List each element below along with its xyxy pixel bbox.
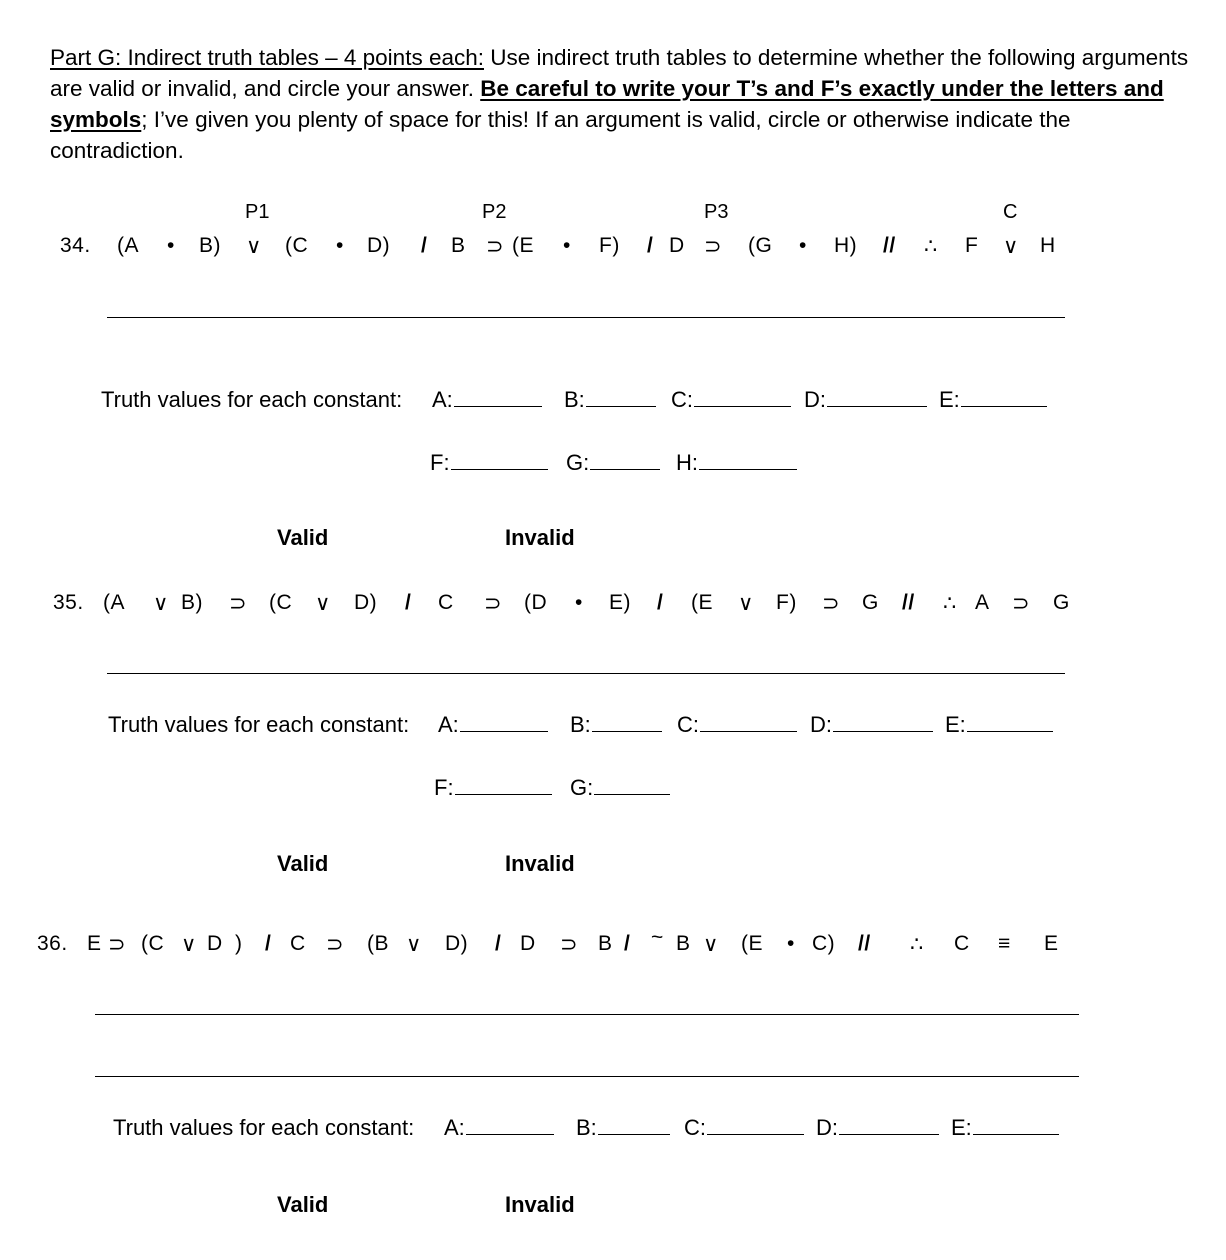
constant-label: F: bbox=[430, 450, 450, 475]
blank-g[interactable] bbox=[594, 776, 670, 795]
constant-label: D: bbox=[816, 1115, 838, 1140]
constant-label: B: bbox=[564, 387, 585, 412]
constant-label: B: bbox=[570, 712, 591, 737]
invalid-option[interactable]: Invalid bbox=[505, 525, 575, 550]
label-p3: P3 bbox=[704, 201, 729, 223]
formula-token: (A bbox=[103, 591, 125, 614]
formula-token: H) bbox=[834, 234, 858, 257]
constant-label: H: bbox=[676, 450, 698, 475]
constant-label: A: bbox=[438, 712, 459, 737]
formula-token: B) bbox=[199, 234, 221, 257]
formula-token: E) bbox=[609, 591, 631, 614]
blank-h[interactable] bbox=[699, 451, 797, 470]
formula-token: // bbox=[883, 234, 896, 257]
constant-h bbox=[676, 450, 797, 476]
constant-label: F: bbox=[434, 775, 454, 800]
constant-f bbox=[430, 450, 548, 476]
label-p1: P1 bbox=[245, 201, 270, 223]
formula-token: ∨ bbox=[315, 592, 331, 615]
constant-label: C: bbox=[677, 712, 699, 737]
formula-token: / bbox=[624, 932, 631, 955]
instructions-paragraph bbox=[50, 42, 1200, 166]
formula-token: // bbox=[858, 932, 871, 955]
label-p2: P2 bbox=[482, 201, 507, 223]
blank-f[interactable] bbox=[451, 451, 548, 470]
formula-token: / bbox=[657, 591, 664, 614]
blank-a[interactable] bbox=[454, 388, 542, 407]
blank-e[interactable] bbox=[967, 713, 1053, 732]
answer-line bbox=[107, 673, 1065, 674]
truth-values-label: Truth values for each constant: bbox=[113, 1115, 415, 1140]
formula-token: E bbox=[87, 932, 102, 955]
blank-a[interactable] bbox=[466, 1116, 554, 1135]
formula-token: • bbox=[167, 234, 175, 257]
blank-c[interactable] bbox=[700, 713, 797, 732]
constant-label: C: bbox=[684, 1115, 706, 1140]
formula-token: B bbox=[598, 932, 613, 955]
formula-token: B bbox=[451, 234, 466, 257]
formula-token: C bbox=[290, 932, 306, 955]
formula-token: H bbox=[1040, 234, 1056, 257]
formula-token: ⊃ bbox=[704, 235, 723, 258]
formula-token: ∨ bbox=[153, 592, 169, 615]
formula-token: ∨ bbox=[738, 592, 754, 615]
blank-e[interactable] bbox=[973, 1116, 1059, 1135]
instructions-text-1: Use indirect truth tables to determine whether the following arguments are valid or invalid, and circle your answer. bbox=[50, 45, 1189, 101]
blank-d[interactable] bbox=[833, 713, 933, 732]
formula-token: F bbox=[965, 234, 979, 257]
formula-token: (B bbox=[367, 932, 389, 955]
formula-token: ∨ bbox=[703, 933, 719, 956]
constant-f bbox=[434, 775, 552, 801]
formula-token: ⊃ bbox=[229, 592, 248, 615]
blank-g[interactable] bbox=[590, 451, 660, 470]
formula-token: • bbox=[787, 932, 795, 955]
valid-option[interactable]: Valid bbox=[277, 851, 329, 876]
formula-token: ⊃ bbox=[108, 933, 127, 956]
blank-d[interactable] bbox=[827, 388, 927, 407]
formula-token: C) bbox=[812, 932, 836, 955]
invalid-option[interactable]: Invalid bbox=[505, 1192, 575, 1217]
formula-token: // bbox=[902, 591, 915, 614]
blank-b[interactable] bbox=[598, 1116, 670, 1135]
formula-token: G bbox=[1053, 591, 1070, 614]
formula-token: ∨ bbox=[246, 235, 262, 258]
formula-token: F) bbox=[599, 234, 620, 257]
formula-token: F) bbox=[776, 591, 797, 614]
label-c: C bbox=[1003, 201, 1018, 223]
therefore-symbol: ∴ bbox=[910, 933, 924, 956]
formula-token: / bbox=[495, 932, 502, 955]
formula-token: ≡ bbox=[998, 932, 1011, 955]
formula-token: C bbox=[438, 591, 454, 614]
negation-symbol: ~ bbox=[651, 926, 664, 949]
constant-label: D: bbox=[810, 712, 832, 737]
constant-label: B: bbox=[576, 1115, 597, 1140]
formula-token: ) bbox=[235, 932, 243, 955]
formula-token: ∨ bbox=[181, 933, 197, 956]
answer-line bbox=[107, 317, 1065, 318]
blank-e[interactable] bbox=[961, 388, 1047, 407]
therefore-symbol: ∴ bbox=[943, 592, 957, 615]
formula-token: ∨ bbox=[1003, 235, 1019, 258]
formula-token: B) bbox=[181, 591, 203, 614]
formula-token: (A bbox=[117, 234, 139, 257]
problem-number: 34. bbox=[60, 234, 91, 257]
formula-token: / bbox=[421, 234, 428, 257]
formula-token: (C bbox=[269, 591, 293, 614]
blank-c[interactable] bbox=[694, 388, 791, 407]
instructions-text-2: ; I’ve given you plenty of space for this! If an argument is valid, circle or otherwise indicate the contradiction. bbox=[50, 107, 1071, 163]
constant-a bbox=[432, 387, 542, 413]
constant-b bbox=[570, 712, 662, 738]
formula-token: • bbox=[799, 234, 807, 257]
formula-token: D) bbox=[445, 932, 469, 955]
constant-e bbox=[945, 712, 1053, 738]
formula-token: C bbox=[954, 932, 970, 955]
formula-token: (G bbox=[748, 234, 773, 257]
formula-token: ⊃ bbox=[1012, 592, 1031, 615]
constant-label: E: bbox=[939, 387, 960, 412]
valid-option[interactable]: Valid bbox=[277, 1192, 329, 1217]
constant-label: G: bbox=[566, 450, 590, 475]
constant-c bbox=[671, 387, 791, 413]
formula-token: • bbox=[563, 234, 571, 257]
answer-line bbox=[95, 1014, 1079, 1015]
formula-token: (E bbox=[741, 932, 763, 955]
formula-token: ⊃ bbox=[486, 235, 505, 258]
constant-a bbox=[444, 1115, 554, 1141]
constant-d bbox=[816, 1115, 939, 1141]
constant-label: A: bbox=[432, 387, 453, 412]
formula-token: D) bbox=[367, 234, 391, 257]
therefore-symbol: ∴ bbox=[924, 235, 938, 258]
formula-token: ⊃ bbox=[560, 933, 579, 956]
invalid-option[interactable]: Invalid bbox=[505, 851, 575, 876]
constant-c bbox=[684, 1115, 804, 1141]
formula-token: • bbox=[575, 591, 583, 614]
constant-b bbox=[564, 387, 656, 413]
formula-token: B bbox=[676, 932, 691, 955]
constant-d bbox=[810, 712, 933, 738]
bold-instruction: Be careful to write your T’s and F’s exactly under the letters and symbols bbox=[50, 76, 1164, 132]
constant-d bbox=[804, 387, 927, 413]
truth-values-label: Truth values for each constant: bbox=[101, 387, 403, 412]
constant-g bbox=[566, 450, 660, 476]
formula-token: (E bbox=[691, 591, 713, 614]
constant-b bbox=[576, 1115, 670, 1141]
formula-token: (D bbox=[524, 591, 548, 614]
constant-label: E: bbox=[945, 712, 966, 737]
formula-token: ⊃ bbox=[326, 933, 345, 956]
blank-a[interactable] bbox=[460, 713, 548, 732]
blank-b[interactable] bbox=[592, 713, 662, 732]
constant-a bbox=[438, 712, 548, 738]
blank-f[interactable] bbox=[455, 776, 552, 795]
formula-token: / bbox=[647, 234, 654, 257]
formula-token: ⊃ bbox=[822, 592, 841, 615]
formula-token: • bbox=[336, 234, 344, 257]
formula-token: ∨ bbox=[406, 933, 422, 956]
valid-option[interactable]: Valid bbox=[277, 525, 329, 550]
formula-token: / bbox=[265, 932, 272, 955]
blank-b[interactable] bbox=[586, 388, 656, 407]
answer-line bbox=[95, 1076, 1079, 1077]
formula-token: E bbox=[1044, 932, 1059, 955]
problem-number: 35. bbox=[53, 591, 84, 614]
formula-token: (E bbox=[512, 234, 534, 257]
constant-e bbox=[939, 387, 1047, 413]
constant-e bbox=[951, 1115, 1059, 1141]
constant-label: A: bbox=[444, 1115, 465, 1140]
formula-token: / bbox=[405, 591, 412, 614]
constant-label: E: bbox=[951, 1115, 972, 1140]
constant-label: C: bbox=[671, 387, 693, 412]
formula-token: D bbox=[669, 234, 685, 257]
formula-token: D) bbox=[354, 591, 378, 614]
problem-number: 36. bbox=[37, 932, 68, 955]
formula-token: A bbox=[975, 591, 990, 614]
formula-token: (C bbox=[141, 932, 165, 955]
part-heading: Part G: Indirect truth tables – 4 points each: bbox=[50, 45, 484, 70]
constant-g bbox=[570, 775, 670, 801]
constant-label: G: bbox=[570, 775, 594, 800]
blank-c[interactable] bbox=[707, 1116, 804, 1135]
blank-d[interactable] bbox=[839, 1116, 939, 1135]
formula-token: (C bbox=[285, 234, 309, 257]
formula-token: ⊃ bbox=[484, 592, 503, 615]
constant-c bbox=[677, 712, 797, 738]
constant-label: D: bbox=[804, 387, 826, 412]
formula-token: D bbox=[520, 932, 536, 955]
formula-token: G bbox=[862, 591, 879, 614]
truth-values-label: Truth values for each constant: bbox=[108, 712, 410, 737]
formula-token: D bbox=[207, 932, 223, 955]
